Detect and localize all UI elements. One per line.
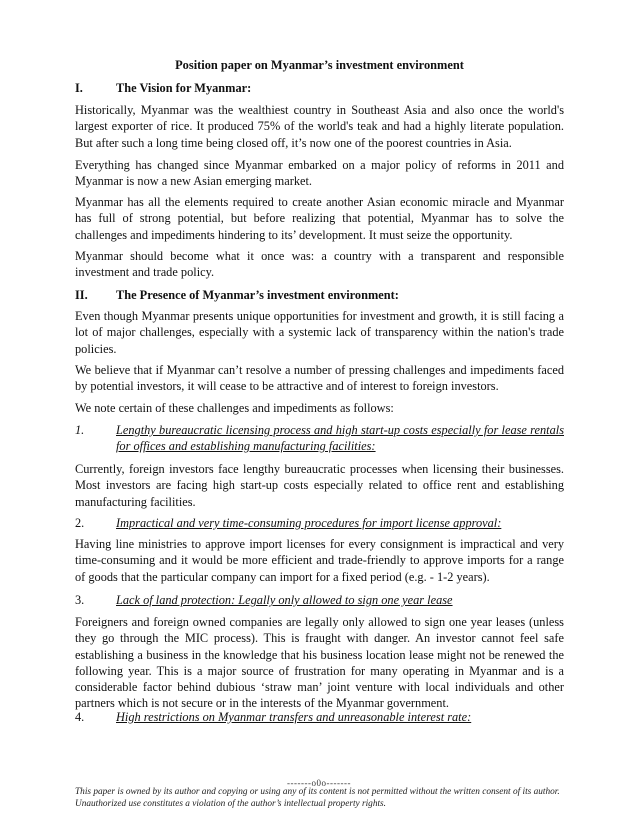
list-number: 4. xyxy=(75,710,85,724)
document-title: Position paper on Myanmar’s investment environment xyxy=(175,58,464,72)
paragraph: Currently, foreign investors face lengthy bureaucratic processes when licensing their businesses. Most investors are facing high start-up costs especially related to office rent and establishing manufacturing facilities. xyxy=(75,462,564,509)
paragraph: We note certain of these challenges and impediments as follows: xyxy=(75,401,394,415)
paragraph: Myanmar should become what it once was: a country with a transparent and responsible investment and trade policy. xyxy=(75,249,564,280)
paragraph: We believe that if Myanmar can’t resolve a number of pressing challenges and impediments faced by potential investors, it will cease to be attractive and of interest to foreign investors. xyxy=(75,363,564,394)
section-number: I. xyxy=(75,81,83,95)
list-item-title: Impractical and very time-consuming procedures for import license approval: xyxy=(116,516,502,530)
list-item-2 xyxy=(75,515,564,531)
section-title: The Vision for Myanmar: xyxy=(116,81,252,95)
list-item-title: High restrictions on Myanmar transfers and unreasonable interest rate: xyxy=(116,710,472,724)
paragraph: Foreigners and foreign owned companies are legally only allowed to sign one year leases (unless they go through the MIC process). This is fraught with danger. An investor cannot feel safe establishing a business in the knowledge that his business location lease might not be renewed the following year. This is a major source of frustration for many operating in Myanmar and is a considerable factor behind dubious ‘straw man’ joint venture with local individuals and other partners which is not secure or in the interests of the Myanmar government. xyxy=(75,615,564,711)
paragraph: Historically, Myanmar was the wealthiest country in Southeast Asia and also once the world's largest exporter of rice. It produced 75% of the world's teak and had a highly literate population. But after such a long time being closed off, it’s now one of the poorest countries in Asia. xyxy=(75,103,564,150)
section-heading-presence xyxy=(75,287,564,303)
paragraph: Having line ministries to approve import licenses for every consignment is impractical and very time-consuming and it would be more efficient and trade-friendly to approve imports for a range of goods that the particular company can import for a fixed period (e.g. - 1-2 years). xyxy=(75,537,564,584)
list-item-3 xyxy=(75,592,564,608)
paragraph: Myanmar has all the elements required to create another Asian economic miracle and Myanmar has full of strong potential, but before realizing that potential, Myanmar has to solve the challenges and impediments hindering to its’ development. It must seize the opportunity. xyxy=(75,195,564,242)
list-number: 2. xyxy=(75,516,85,530)
section-heading-vision xyxy=(75,80,564,96)
section-number: II. xyxy=(75,288,88,302)
list-number: 3. xyxy=(75,593,85,607)
section-title: The Presence of Myanmar’s investment environment: xyxy=(116,288,399,302)
list-item-1 xyxy=(75,422,564,455)
paragraph: Even though Myanmar presents unique opportunities for investment and growth, it is still facing a lot of major challenges, especially with a systemic lack of transparency within the nation's trade policies. xyxy=(75,309,564,356)
list-number: 1. xyxy=(75,423,85,437)
list-item-title: Lengthy bureaucratic licensing process and high start-up costs especially for lease rentals for offices and establishing manufacturing facilities: xyxy=(116,423,564,454)
list-item-4 xyxy=(75,709,564,725)
footer-separator: -------o0o------- xyxy=(287,778,351,788)
paragraph: Everything has changed since Myanmar embarked on a major policy of reforms in 2011 and Myanmar is now a new Asian emerging market. xyxy=(75,158,564,189)
footer-copyright-note: This paper is owned by its author and copying or using any of its content is not permitted without the written consent of its author. Unauthorized use constitutes a violation of the author’s intellectual property rights. xyxy=(75,787,560,810)
list-item-title: Lack of land protection: Legally only allowed to sign one year lease xyxy=(116,593,453,607)
